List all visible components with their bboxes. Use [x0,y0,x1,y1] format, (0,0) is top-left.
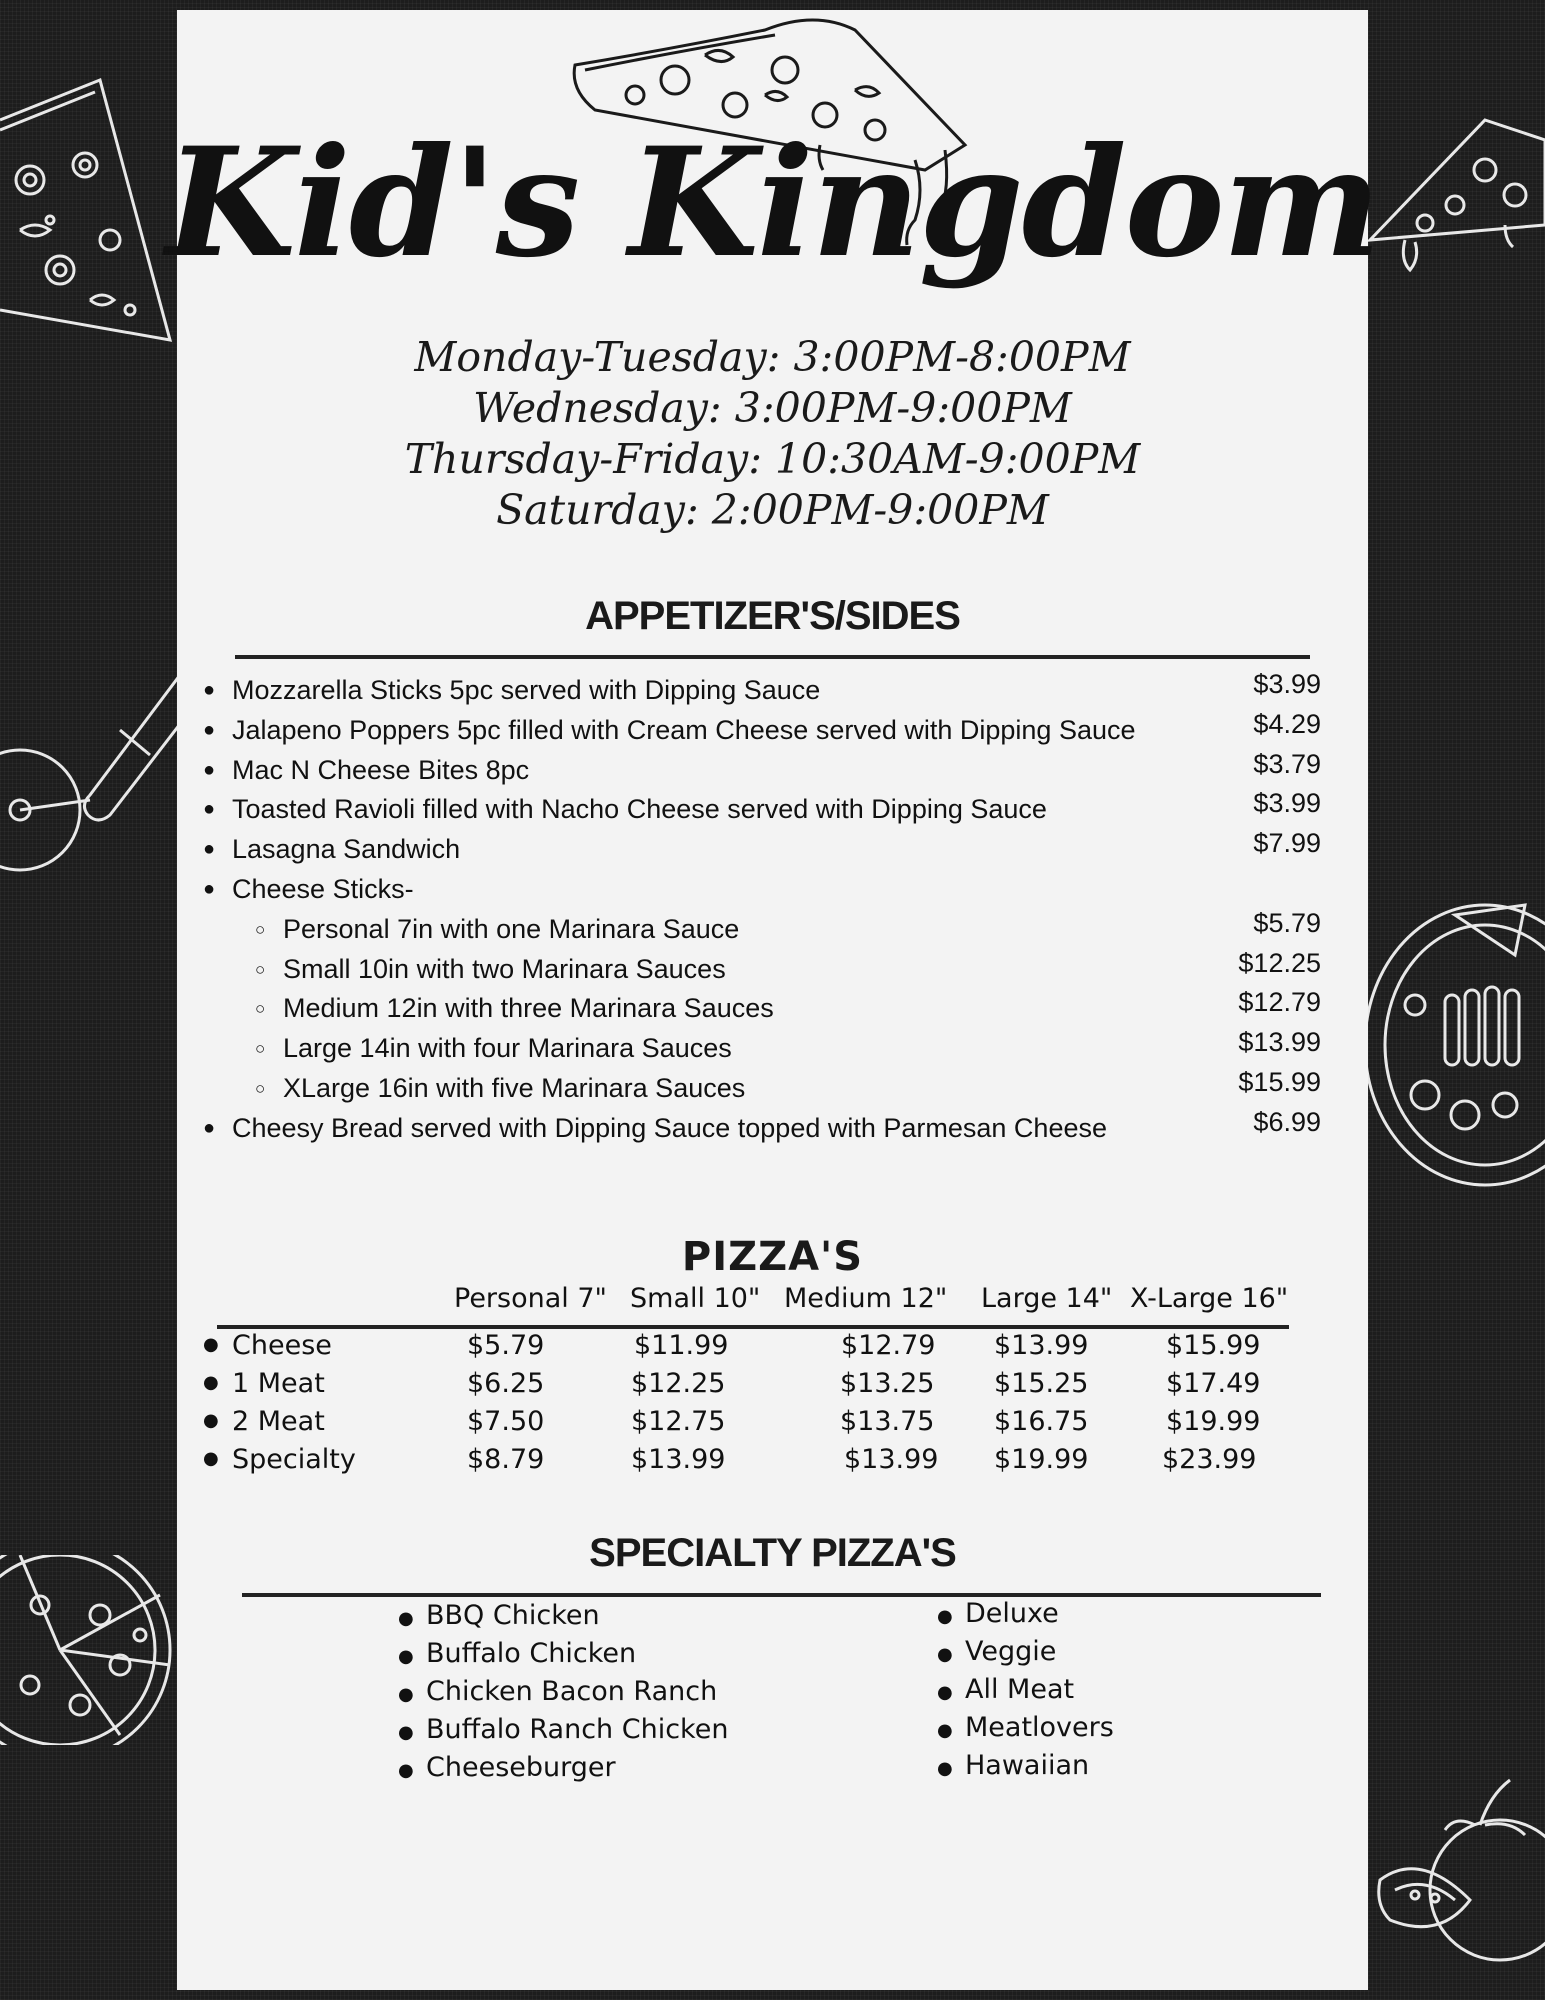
restaurant-title: Kid's Kingdom [165,115,1380,291]
list-item: ● Hawaiian [937,1750,1090,1781]
price: $13.99 [994,1330,1089,1361]
size-header: Medium 12" [784,1283,948,1314]
list-item: ● Buffalo Chicken [398,1638,637,1669]
appetizers-divider [235,655,1310,659]
menu-subitem: ○ Large 14in with four Marinara Sauces $13.99 [203,1029,1321,1069]
pizza-row: ● Cheese $5.79 $11.99 $12.79 $13.99 $15.99 [203,1330,1261,1361]
pizza-row: ● Specialty $8.79 $13.99 $13.99 $19.99 $23.99 [203,1444,1257,1475]
price: $13.75 [840,1406,935,1437]
price: $13.99 [631,1444,726,1475]
size-header: Large 14" [981,1283,1113,1314]
price: $19.99 [1166,1406,1261,1437]
specialty-list-left [398,1597,728,1787]
size-header: X-Large 16" [1130,1283,1289,1314]
price: $12.25 [1238,947,1321,978]
price: $8.79 [467,1444,545,1475]
hours-line: Wednesday: 3:00PM-9:00PM [473,384,1072,432]
hours-line: Saturday: 2:00PM-9:00PM [496,486,1049,534]
price: $13.25 [840,1368,935,1399]
menu-subitem: ○ Personal 7in with one Marinara Sauce $5.79 [203,910,1321,950]
pizza-row: ● 2 Meat $7.50 $12.75 $13.75 $16.75 $19.99 [203,1406,1261,1437]
list-item: ● Deluxe [937,1598,1059,1629]
price: $13.99 [1238,1027,1321,1058]
list-item: ● Veggie [937,1636,1057,1667]
price: $6.99 [1253,1106,1321,1137]
pizza-type: 1 Meat [232,1368,325,1399]
list-item: ● Buffalo Ranch Chicken [398,1714,729,1745]
price: $15.99 [1238,1066,1321,1097]
price: $13.99 [844,1444,939,1475]
menu-item: ● Mac N Cheese Bites 8pc $3.79 [203,751,1321,791]
price: $12.79 [841,1330,936,1361]
size-header: Small 10" [630,1283,761,1314]
price: $7.99 [1253,828,1321,859]
pizza-row: ● 1 Meat $6.25 $12.25 $13.25 $15.25 $17.49 [203,1368,1261,1399]
price: $3.79 [1253,748,1321,779]
price: $6.25 [467,1368,545,1399]
hours-line: Thursday-Friday: 10:30AM-9:00PM [404,435,1141,483]
specialty-list-right [937,1595,1114,1785]
price: $3.99 [1253,788,1321,819]
menu-subitem: ○ Small 10in with two Marinara Sauces $12.25 [203,950,1321,990]
pizzas-heading: PIZZA'S [681,1234,864,1280]
list-item: ● Meatlovers [937,1712,1114,1743]
menu-item: ● Jalapeno Poppers 5pc filled with Cream Cheese served with Dipping Sauce $4.29 [203,711,1321,751]
price: $5.79 [1253,907,1321,938]
pizza-type: Specialty [232,1444,356,1475]
price: $11.99 [634,1330,729,1361]
tomato-icon [1370,1770,1545,1970]
specialty-heading: SPECIALTY PIZZA'S [589,1531,956,1575]
price: $12.79 [1238,987,1321,1018]
price: $15.99 [1166,1330,1261,1361]
price: $17.49 [1166,1368,1261,1399]
appetizers-heading: APPETIZER'S/SIDES [585,594,960,638]
menu-item: ● Toasted Ravioli filled with Nacho Cheese served with Dipping Sauce $3.99 [203,790,1321,830]
price: $12.25 [631,1368,726,1399]
list-item: ● BBQ Chicken [398,1600,600,1631]
list-item: ● Cheeseburger [398,1752,616,1783]
menu-item: ● Mozzarella Sticks 5pc served with Dipping Sauce $3.99 [203,671,1321,711]
price: $16.75 [994,1406,1089,1437]
price: $4.29 [1253,708,1321,739]
pizza-type: 2 Meat [232,1406,325,1437]
price: $12.75 [631,1406,726,1437]
menu-item: ● Cheese Sticks- [203,873,414,904]
menu-item: ● Lasagna Sandwich $7.99 [203,830,1321,870]
pizza-type: Cheese [232,1330,332,1361]
pizzas-divider [217,1325,1289,1329]
price: $19.99 [994,1444,1089,1475]
price: $7.50 [467,1406,545,1437]
list-item: ● Chicken Bacon Ranch [398,1676,718,1707]
menu-subitem: ○ XLarge 16in with five Marinara Sauces $15.99 [203,1069,1321,1109]
menu-subitem: ○ Medium 12in with three Marinara Sauces $12.79 [203,989,1321,1029]
whole-pizza-left-icon [0,1555,190,1745]
size-header: Personal 7" [454,1283,607,1314]
whole-pizza-right-icon [1365,895,1545,1195]
hours-block [0,332,1545,536]
price: $23.99 [1162,1444,1257,1475]
menu-item: ● Cheesy Bread served with Dipping Sauce topped with Parmesan Cheese $6.99 [203,1109,1321,1149]
price: $15.25 [994,1368,1089,1399]
appetizers-list [203,671,1321,1149]
price: $3.99 [1253,669,1321,699]
hours-line: Monday-Tuesday: 3:00PM-8:00PM [414,333,1131,381]
price: $5.79 [467,1330,545,1361]
list-item: ● All Meat [937,1674,1075,1705]
